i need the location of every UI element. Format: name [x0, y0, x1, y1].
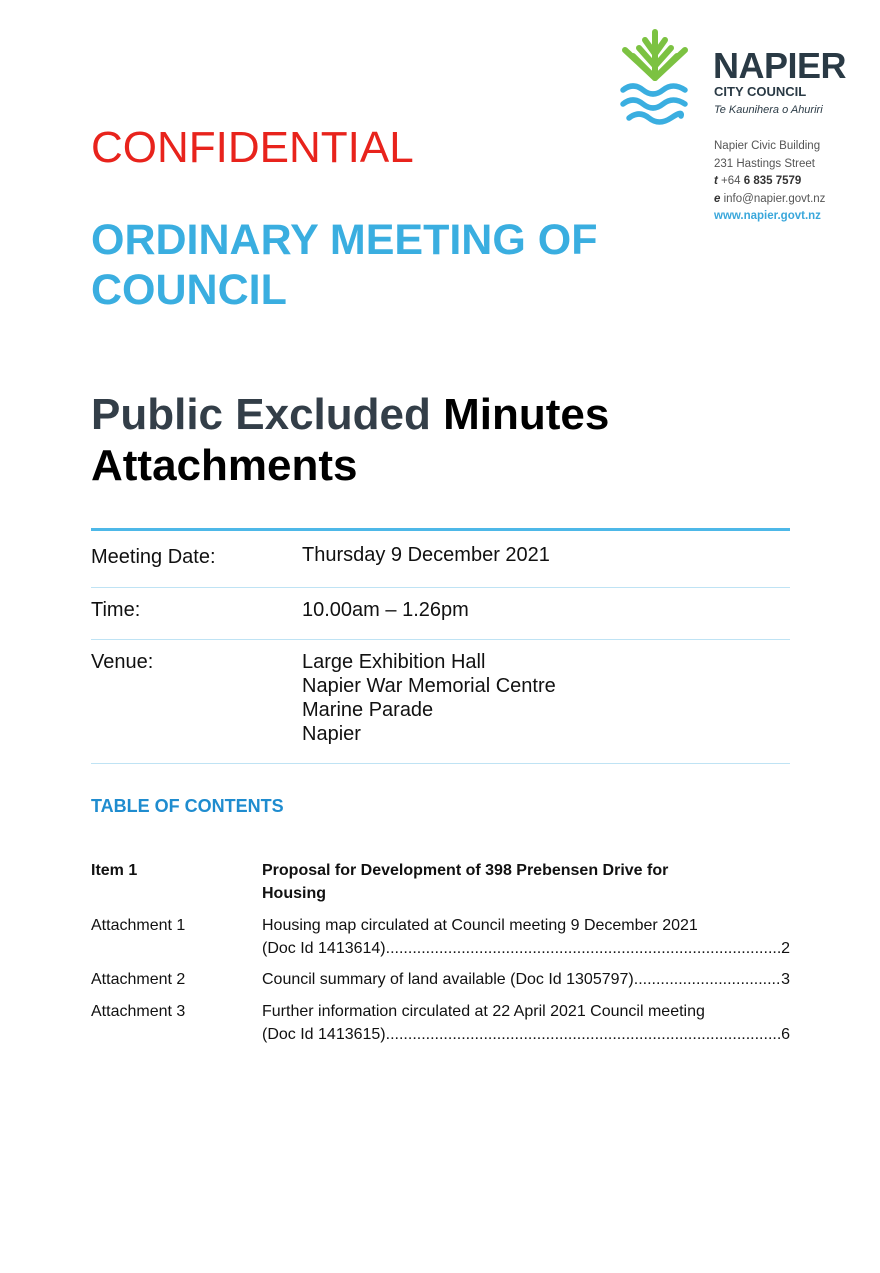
toc-heading: TABLE OF CONTENTS	[91, 796, 284, 816]
toc-attachment-label: Attachment 1	[91, 917, 186, 934]
toc-attachment-label: Attachment 2	[91, 971, 186, 988]
address-building: Napier Civic Building	[714, 140, 821, 152]
council-address	[714, 138, 825, 226]
toc-attachment-entry[interactable]: Council summary of land available (Doc Id 1305797) ..... 3	[262, 968, 790, 991]
venue-line: Napier	[302, 723, 361, 745]
venue-line: Large Exhibition Hall	[302, 651, 486, 673]
address-phone: t +64 6 835 7579	[714, 175, 802, 188]
venue-line: Marine Parade	[302, 699, 434, 721]
address-email[interactable]: e info@napier.govt.nz	[714, 192, 826, 205]
toc-item-title: Proposal for Development of 398 Prebensen Drive for Housing	[262, 862, 669, 902]
logo-wordmark: NAPIER	[713, 45, 847, 86]
logo-subtitle: CITY COUNCIL	[714, 84, 807, 99]
address-website[interactable]: www.napier.govt.nz	[714, 210, 821, 223]
venue-label: Venue:	[91, 651, 154, 673]
divider	[91, 639, 790, 640]
toc-attachment-label: Attachment 3	[91, 1003, 186, 1020]
divider-top	[91, 528, 790, 531]
meeting-date-label: Meeting Date:	[91, 546, 216, 568]
venue-value	[302, 650, 556, 746]
logo-maori-name: Te Kaunihera o Ahuriri	[714, 104, 823, 116]
meeting-title: ORDINARY MEETING OF COUNCIL	[91, 216, 598, 314]
document-title: Public Excluded Minutes Attachments	[91, 390, 610, 490]
confidential-label: CONFIDENTIAL	[91, 123, 414, 172]
divider	[91, 763, 790, 764]
meeting-time-value: 10.00am – 1.26pm	[302, 599, 469, 621]
napier-logo-icon	[619, 26, 691, 126]
address-street: 231 Hastings Street	[714, 157, 816, 170]
meeting-date-value: Thursday 9 December 2021	[302, 544, 550, 566]
divider	[91, 587, 790, 588]
toc-attachment-entry[interactable]: Housing map circulated at Council meeting 9 December 2021 (Doc Id 1413614) ..... 2	[262, 914, 790, 960]
toc-item-label: Item 1	[91, 862, 138, 879]
meeting-time-label: Time:	[91, 599, 141, 621]
venue-line: Napier War Memorial Centre	[302, 675, 556, 697]
toc-attachment-entry[interactable]: Further information circulated at 22 April 2021 Council meeting (Doc Id 1413615) ..... 6	[262, 1000, 790, 1046]
